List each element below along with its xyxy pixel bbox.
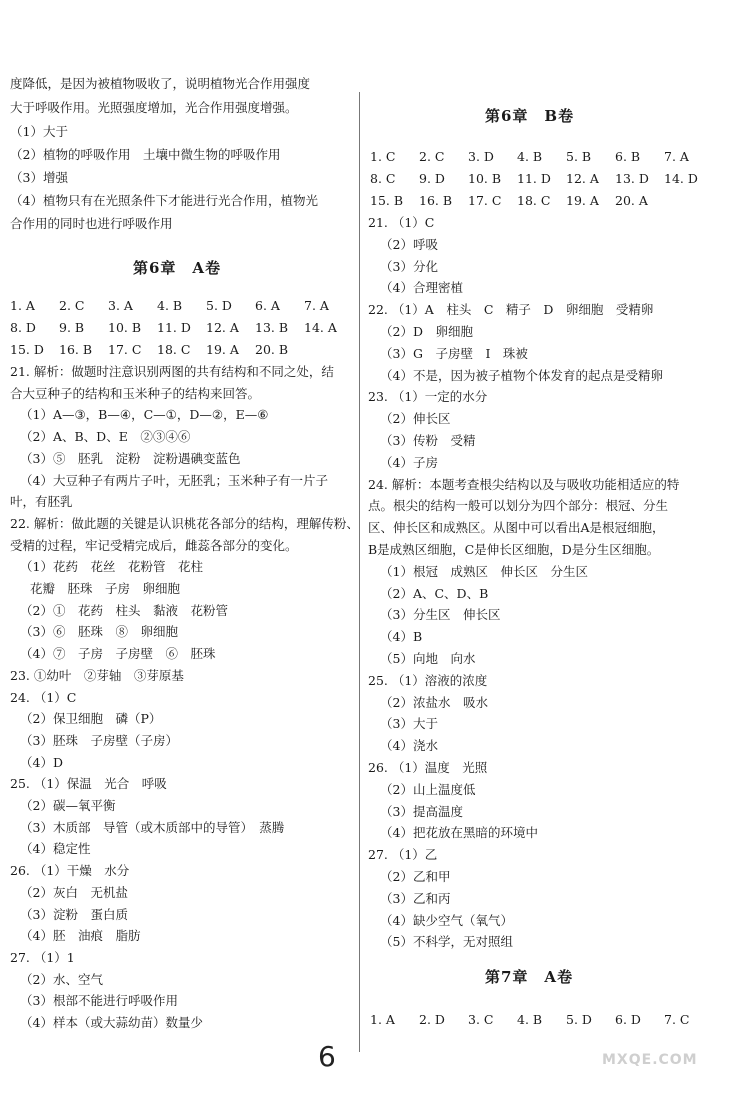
- text-line: （3）木质部 导管（或木质部中的导管） 蒸腾: [20, 819, 285, 835]
- text-line: 叶，有胚乳: [10, 494, 73, 510]
- text-line: （3）淀粉 蛋白质: [20, 906, 128, 922]
- answer-item: 16. B: [59, 342, 93, 357]
- answer-item: 14. A: [304, 320, 337, 335]
- answer-item: 19. A: [206, 342, 239, 357]
- answer-item: 4. B: [517, 1012, 543, 1027]
- answer-item: 9. D: [419, 171, 445, 186]
- answer-item: 19. A: [566, 193, 599, 208]
- answer-item: 3. D: [468, 149, 494, 164]
- text-line: （2）碳—氧平衡: [20, 798, 116, 813]
- text-line: （3）根部不能进行呼吸作用: [20, 993, 178, 1009]
- answer-item: 11. D: [517, 171, 551, 186]
- text-line: 合作用的同时也进行呼吸作用: [10, 216, 173, 231]
- text-line: （3）⑥ 胚珠 ⑧ 卵细胞: [20, 624, 178, 640]
- answer-item: 14. D: [664, 171, 698, 186]
- text-line: （4）浇水: [380, 738, 438, 754]
- answer-item: 5. B: [566, 149, 592, 164]
- text-line: （4）稳定性: [20, 841, 91, 857]
- text-line: （2）D 卵细胞: [380, 324, 473, 339]
- text-line: B是成熟区细胞，C是伸长区细胞，D是分生区细胞。: [368, 542, 660, 557]
- text-line: （1）花药 花丝 花粉管 花柱: [20, 559, 203, 575]
- text-line: （3）分生区 伸长区: [380, 607, 501, 623]
- text-line: （2）植物的呼吸作用 土壤中微生物的呼吸作用: [10, 147, 281, 162]
- answer-item: 9. B: [59, 320, 85, 335]
- answer-item: 4. B: [517, 149, 543, 164]
- answer-item: 2. C: [59, 298, 85, 313]
- text-line: 21. （1）C: [368, 215, 435, 230]
- answer-item: 1. A: [370, 1012, 395, 1027]
- text-line: （2）A、C、D、B: [380, 585, 489, 601]
- text-line: 23. （1）一定的水分: [368, 389, 488, 405]
- text-line: 25. （1）溶液的浓度: [368, 672, 488, 688]
- text-line: （4）子房: [380, 454, 438, 470]
- text-line: 受精的过程，牢记受精完成后，雌蕊各部分的变化。: [10, 537, 298, 553]
- text-line: 合大豆种子的结构和玉米种子的结构来回答。: [10, 385, 261, 401]
- text-line: （3）分化: [380, 258, 438, 274]
- text-line: 区、伸长区和成熟区。从图中可以看出A是根冠细胞，: [368, 520, 665, 536]
- text-line: （3）传粉 受精: [380, 433, 476, 448]
- text-line: 23. ①幼叶 ②芽轴 ③芽原基: [10, 667, 184, 683]
- chapter-heading: 第6章 B卷: [485, 107, 575, 125]
- text-line: （2）A、B、D、E ②③④⑥: [20, 429, 191, 445]
- text-line: 点。根尖的结构一般可以划分为四个部分：根冠、分生: [368, 498, 669, 514]
- text-line: （1）大于: [10, 124, 68, 139]
- answer-item: 1. C: [370, 149, 396, 164]
- text-line: （4）B: [380, 629, 423, 645]
- text-line: （1）A—③，B—④，C—①，D—②，E—⑥: [20, 407, 269, 423]
- answer-item: 7. A: [664, 149, 689, 164]
- answer-item: 15. D: [10, 342, 44, 357]
- text-line: 花瓣 胚珠 子房 卵细胞: [30, 581, 181, 596]
- answer-item: 1. A: [10, 298, 35, 313]
- answer-item: 6. B: [615, 149, 641, 164]
- text-line: 22. （1）A 柱头 C 精子 D 卵细胞 受精卵: [368, 302, 654, 318]
- text-line: （2）保卫细胞 磷（P）: [20, 711, 162, 727]
- answer-item: 2. D: [419, 1012, 445, 1027]
- text-line: 24. （1）C: [10, 689, 77, 705]
- chapter-heading: 第7章 A卷: [485, 968, 574, 986]
- column-divider: [359, 92, 360, 1052]
- text-line: （5）向地 向水: [380, 651, 476, 666]
- text-line: （4）缺少空气（氧气）: [380, 912, 513, 928]
- text-line: （4）把花放在黑暗的环境中: [380, 825, 538, 841]
- answer-item: 8. C: [370, 171, 396, 186]
- answer-item: 20. A: [615, 193, 648, 208]
- answer-item: 15. B: [370, 193, 404, 208]
- text-line: （2）山上温度低: [380, 781, 476, 797]
- text-line: （2）水、空气: [20, 971, 103, 987]
- answer-item: 3. C: [468, 1012, 494, 1027]
- answer-item: 10. B: [468, 171, 502, 186]
- text-line: 度降低，是因为被植物吸收了，说明植物光合作用强度: [10, 76, 311, 91]
- text-line: （4）合理密植: [380, 280, 463, 296]
- text-line: （4）大豆种子有两片子叶，无胚乳；玉米种子有一片子: [20, 472, 328, 488]
- answer-item: 12. A: [206, 320, 239, 335]
- answer-item: 7. A: [304, 298, 329, 313]
- answer-item: 6. D: [615, 1012, 641, 1027]
- answer-item: 20. B: [255, 342, 289, 357]
- text-line: （3）乙和丙: [380, 890, 451, 906]
- answer-item: 5. D: [566, 1012, 592, 1027]
- text-line: （2）浓盐水 吸水: [380, 694, 488, 710]
- text-line: （3）胚珠 子房壁（子房）: [20, 732, 178, 748]
- text-line: （1）根冠 成熟区 伸长区 分生区: [380, 563, 588, 579]
- text-line: （2）① 花药 柱头 黏液 花粉管: [20, 602, 228, 618]
- text-line: 26. （1）温度 光照: [368, 760, 488, 775]
- answer-item: 12. A: [566, 171, 599, 186]
- answer-item: 17. C: [468, 193, 502, 208]
- answer-item: 16. B: [419, 193, 453, 208]
- answer-item: 5. D: [206, 298, 232, 313]
- answer-item: 8. D: [10, 320, 36, 335]
- answer-item: 4. B: [157, 298, 183, 313]
- watermark: MXQE.COM: [602, 1052, 698, 1068]
- answer-item: 7. C: [664, 1012, 690, 1027]
- answer-item: 10. B: [108, 320, 142, 335]
- text-line: （5）不科学，无对照组: [380, 934, 513, 950]
- text-line: （2）乙和甲: [380, 869, 451, 884]
- text-line: （4）D: [20, 754, 63, 770]
- answer-item: 17. C: [108, 342, 142, 357]
- text-line: （4）不是，因为被子植物个体发育的起点是受精卵: [380, 367, 663, 383]
- answer-item: 18. C: [517, 193, 551, 208]
- text-line: （3）G 子房壁 I 珠被: [380, 345, 528, 361]
- text-line: （2）呼吸: [380, 236, 438, 252]
- text-line: （3）增强: [10, 170, 68, 185]
- text-line: （4）⑦ 子房 子房壁 ⑥ 胚珠: [20, 646, 216, 662]
- text-line: 大于呼吸作用。光照强度增加，光合作用强度增强。: [10, 100, 298, 115]
- answer-item: 2. C: [419, 149, 445, 164]
- page-number: 6: [318, 1040, 336, 1073]
- text-line: （4）植物只有在光照条件下才能进行光合作用，植物光: [10, 193, 318, 208]
- answer-item: 13. B: [255, 320, 289, 335]
- text-line: （3）⑤ 胚乳 淀粉 淀粉遇碘变蓝色: [20, 450, 241, 466]
- text-line: （4）胚 油痕 脂肪: [20, 928, 141, 944]
- text-line: 27. （1）乙: [368, 847, 438, 863]
- text-line: （4）样本（或大蒜幼苗）数量少: [20, 1015, 203, 1030]
- text-line: （3）提高温度: [380, 803, 463, 819]
- text-line: （2）灰白 无机盐: [20, 884, 128, 900]
- chapter-heading: 第6章 A卷: [133, 259, 222, 277]
- answer-item: 18. C: [157, 342, 191, 357]
- text-line: 25. （1）保温 光合 呼吸: [10, 776, 167, 792]
- text-line: 27. （1）1: [10, 949, 75, 965]
- text-line: 21. 解析：做题时注意识别两图的共有结构和不同之处，结: [10, 364, 334, 379]
- text-line: （2）伸长区: [380, 411, 451, 427]
- answer-item: 13. D: [615, 171, 649, 186]
- text-line: 26. （1）干燥 水分: [10, 863, 130, 879]
- answer-item: 6. A: [255, 298, 280, 313]
- text-line: （3）大于: [380, 716, 438, 732]
- answer-item: 3. A: [108, 298, 133, 313]
- text-line: 22. 解析：做此题的关键是认识桃花各部分的结构，理解传粉、: [10, 515, 359, 531]
- text-line: 24. 解析：本题考查根尖结构以及与吸收功能相适应的特: [368, 476, 680, 492]
- answer-item: 11. D: [157, 320, 191, 335]
